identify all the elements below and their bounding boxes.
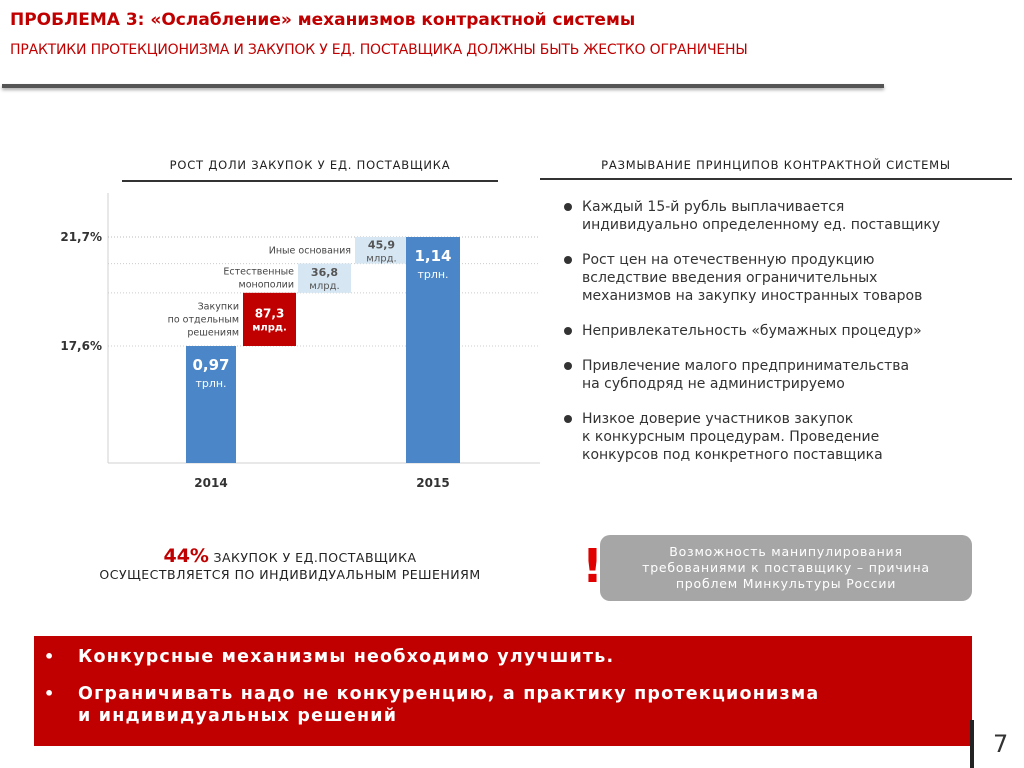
bar-unit-label: млрд. — [309, 281, 340, 293]
bar-value-label: 87,3 — [254, 306, 285, 321]
list-item: Низкое доверие участников закупок к конкурсным процедурам. Проведение конкурсов под конкретного поставщика — [562, 410, 1012, 464]
bar-unit-label: млрд. — [366, 253, 397, 265]
bar-unit-label: трлн. — [195, 377, 227, 391]
list-title: РАЗМЫВАНИЕ ПРИНЦИПОВ КОНТРАКТНОЙ СИСТЕМЫ — [601, 158, 951, 172]
y-tick-label: 21,7% — [60, 230, 102, 244]
list-title-divider — [540, 178, 1012, 180]
conclusion-list — [44, 646, 952, 727]
bar-value-label: 1,14 — [414, 247, 452, 265]
segment-label: Естественные — [223, 266, 294, 278]
problem-list — [562, 198, 1012, 481]
stat-line2: ОСУЩЕСТВЛЯЕТСЯ ПО ИНДИВИДУАЛЬНЫМ РЕШЕНИЯМ — [99, 567, 481, 582]
page-number: 7 — [993, 730, 1009, 758]
segment-label: по отдельным — [167, 314, 239, 326]
bar-unit-label: млрд. — [252, 322, 287, 334]
y-tick-label: 17,6% — [60, 339, 102, 354]
exclamation-icon: ! — [582, 539, 603, 593]
x-tick-label: 2015 — [416, 476, 450, 490]
header-divider — [2, 84, 884, 88]
bar-value-label: 0,97 — [192, 356, 230, 375]
chart-title-divider — [122, 180, 498, 182]
slide-title — [10, 10, 635, 30]
list-item: Каждый 15-й рубль выплачивается индивидуально определенному ед. поставщику — [562, 198, 1012, 234]
conclusion-item: • Ограничивать надо не конкуренцию, а практику протекционизма и индивидуальных решений — [44, 683, 952, 727]
list-item: Рост цен на отечественную продукцию вследствие введения ограничительных механизмов на закупку иностранных товаров — [562, 251, 1012, 305]
conclusion-item: • Конкурсные механизмы необходимо улучшить. — [44, 646, 952, 668]
segment-label: Закупки — [197, 301, 239, 313]
warning-box: Возможность манипулирования требованиями к поставщику – причина проблем Минкультуры России — [600, 535, 972, 601]
stat-percent: 44% — [163, 545, 209, 567]
segment-label: монополии — [238, 279, 294, 291]
slide-subtitle: ПРАКТИКИ ПРОТЕКЦИОНИЗМА И ЗАКУПОК У ЕД. ПОСТАВЩИКА ДОЛЖНЫ БЫТЬ ЖЕСТКО ОГРАНИЧЕНЫ — [10, 42, 748, 58]
segment-label: решениям — [187, 327, 239, 339]
stat-callout — [40, 545, 540, 583]
chart-title: РОСТ ДОЛИ ЗАКУПОК У ЕД. ПОСТАВЩИКА — [169, 158, 451, 172]
list-item: Непривлекательность «бумажных процедур» — [562, 322, 1012, 340]
bar-value-label: 36,8 — [310, 266, 339, 280]
bar-unit-label: трлн. — [417, 268, 449, 281]
title-prefix: ПРОБЛЕМА 3: — [10, 10, 145, 30]
conclusion-banner — [34, 636, 972, 746]
waterfall-chart — [40, 185, 540, 505]
title-text: «Ослабление» механизмов контрактной системы — [150, 10, 636, 30]
page-number-divider — [970, 720, 974, 768]
bar-value-label: 45,9 — [367, 238, 396, 252]
segment-label: Иные основания — [268, 245, 351, 257]
x-tick-label: 2014 — [194, 476, 228, 490]
list-item: Привлечение малого предпринимательства на субподряд не администрируемо — [562, 357, 1012, 393]
stat-line1: ЗАКУПОК У ЕД.ПОСТАВЩИКА — [213, 550, 417, 565]
